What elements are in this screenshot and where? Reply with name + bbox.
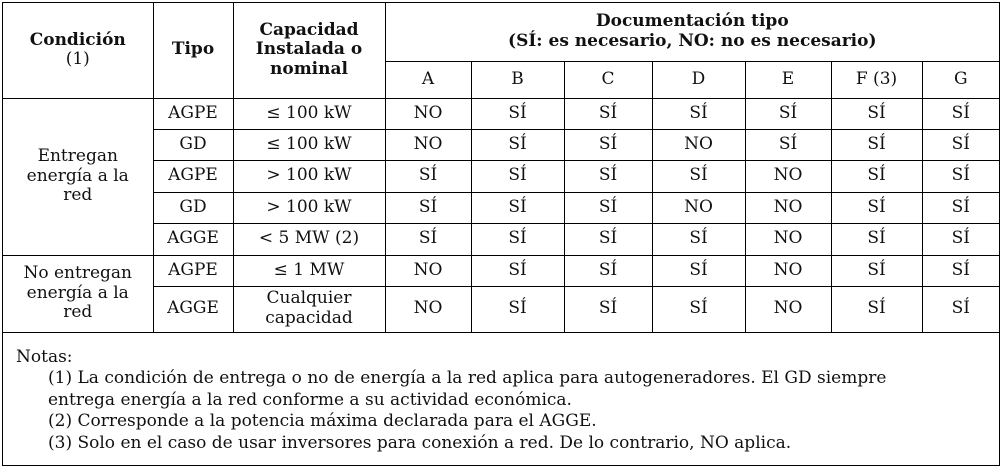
table-row [3, 160, 999, 192]
doc-value-cell: SÍ [831, 192, 922, 223]
doc-value-cell: NO [385, 129, 471, 160]
doc-value-cell: SÍ [385, 223, 471, 255]
doc-value-cell: SÍ [564, 286, 652, 332]
document-table-frame [2, 2, 1000, 466]
condition-line: red [63, 185, 93, 206]
header-capacidad-line: Instalada o [255, 39, 363, 60]
note-line: (3) Solo en el caso de usar inversores para conexión a red. De lo contrario, NO aplica. [48, 432, 792, 453]
condition-line: energía a la [26, 165, 129, 186]
capacidad-cell [233, 129, 385, 160]
table-row [3, 129, 999, 160]
capacidad-line: > 100 kW [266, 165, 352, 186]
capacidad-line: Cualquier [266, 288, 352, 309]
header-capacidad-line: Capacidad [259, 19, 359, 40]
doc-value-cell: SÍ [831, 160, 922, 192]
capacidad-cell [233, 286, 385, 332]
doc-value-cell: SÍ [471, 192, 564, 223]
table-row [3, 98, 999, 129]
note-line: (1) La condición de entrega o no de energía a la red aplica para autogeneradores. El GD siempre [48, 368, 887, 388]
doc-value-cell: SÍ [564, 192, 652, 223]
capacidad-cell [233, 223, 385, 255]
doc-value-cell: SÍ [564, 160, 652, 192]
tipo-cell: GD [153, 192, 233, 223]
notes-title: Notas: [16, 346, 73, 367]
documentation-table [3, 3, 999, 333]
doc-value-cell: SÍ [471, 223, 564, 255]
doc-value-cell: SÍ [652, 98, 745, 129]
doc-value-cell: SÍ [922, 192, 999, 223]
doc-value-cell: SÍ [385, 160, 471, 192]
doc-value-cell: SÍ [831, 286, 922, 332]
doc-value-cell: SÍ [831, 223, 922, 255]
header-condicion [3, 3, 153, 98]
capacidad-line: ≤ 100 kW [266, 102, 352, 123]
doc-value-cell: SÍ [385, 192, 471, 223]
doc-value-cell: SÍ [652, 223, 745, 255]
capacidad-line: capacidad [265, 308, 353, 328]
doc-value-cell: SÍ [922, 98, 999, 129]
capacidad-line: > 100 kW [266, 196, 352, 217]
tipo-cell: AGGE [153, 286, 233, 332]
header-doc-col: E [745, 61, 831, 98]
header-doc-col: G [922, 61, 999, 98]
header-doc-col: C [564, 61, 652, 98]
tipo-cell: AGPE [153, 98, 233, 129]
table-row [3, 286, 999, 332]
condition-cell [3, 255, 153, 332]
doc-value-cell: SÍ [922, 223, 999, 255]
capacidad-line: < 5 MW (2) [258, 228, 360, 249]
tipo-cell: AGGE [153, 223, 233, 255]
doc-value-cell: SÍ [745, 129, 831, 160]
table-row [3, 255, 999, 286]
doc-value-cell: SÍ [831, 98, 922, 129]
doc-value-cell: SÍ [922, 160, 999, 192]
condition-cell [3, 98, 153, 255]
header-doc-col: D [652, 61, 745, 98]
condition-line: red [63, 302, 93, 323]
table-row [3, 192, 999, 223]
capacidad-cell [233, 192, 385, 223]
doc-value-cell: NO [745, 255, 831, 286]
doc-value-cell: NO [745, 223, 831, 255]
capacidad-cell [233, 255, 385, 286]
doc-value-cell: NO [745, 192, 831, 223]
doc-value-cell: SÍ [564, 129, 652, 160]
doc-value-cell: SÍ [831, 129, 922, 160]
header-condicion-ref: (1) [65, 49, 90, 70]
header-documentacion-legend: (SÍ: es necesario, NO: no es necesario) [508, 30, 877, 51]
condition-line: No entregan [23, 263, 132, 284]
doc-value-cell: NO [652, 129, 745, 160]
doc-value-cell: SÍ [922, 129, 999, 160]
capacidad-cell [233, 98, 385, 129]
doc-value-cell: NO [385, 255, 471, 286]
doc-value-cell: SÍ [471, 286, 564, 332]
capacidad-line: ≤ 100 kW [266, 133, 352, 154]
note-line: entrega energía a la red conforme a su actividad económica. [48, 389, 572, 410]
tipo-cell: AGPE [153, 255, 233, 286]
doc-value-cell: SÍ [922, 255, 999, 286]
doc-value-cell: SÍ [471, 160, 564, 192]
header-doc-col: B [471, 61, 564, 98]
table-row [3, 223, 999, 255]
capacidad-cell [233, 160, 385, 192]
doc-value-cell: SÍ [831, 255, 922, 286]
note-line: (2) Corresponde a la potencia máxima declarada para el AGGE. [48, 411, 597, 431]
header-doc-col: A [385, 61, 471, 98]
doc-value-cell: NO [385, 98, 471, 129]
header-documentacion [385, 3, 999, 61]
condition-line: Entregan [37, 146, 118, 167]
doc-value-cell: SÍ [471, 255, 564, 286]
doc-value-cell: NO [745, 160, 831, 192]
header-doc-col: F (3) [831, 61, 922, 98]
condition-line: energía a la [26, 282, 129, 303]
doc-value-cell: SÍ [564, 255, 652, 286]
header-capacidad [233, 3, 385, 98]
doc-value-cell: SÍ [922, 286, 999, 332]
doc-value-cell: SÍ [652, 255, 745, 286]
notes-section [3, 333, 999, 455]
tipo-cell: GD [153, 129, 233, 160]
header-tipo: Tipo [153, 3, 233, 98]
doc-value-cell: SÍ [745, 98, 831, 129]
doc-value-cell: SÍ [564, 223, 652, 255]
header-documentacion-title: Documentación tipo [595, 11, 789, 32]
doc-value-cell: SÍ [652, 286, 745, 332]
doc-value-cell: SÍ [652, 160, 745, 192]
doc-value-cell: NO [385, 286, 471, 332]
capacidad-line: ≤ 1 MW [273, 259, 345, 280]
doc-value-cell: SÍ [471, 98, 564, 129]
doc-value-cell: SÍ [471, 129, 564, 160]
doc-value-cell: NO [652, 192, 745, 223]
doc-value-cell: NO [745, 286, 831, 332]
header-condicion-label: Condición [29, 29, 126, 50]
doc-value-cell: SÍ [564, 98, 652, 129]
tipo-cell: AGPE [153, 160, 233, 192]
header-capacidad-line: nominal [270, 59, 348, 80]
